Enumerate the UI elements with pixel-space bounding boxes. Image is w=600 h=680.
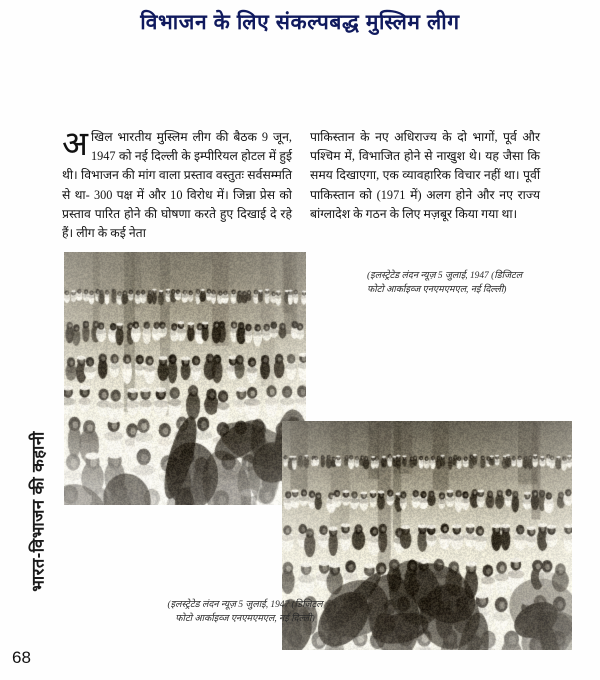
text-column-left [62,128,292,243]
page-number: 68 [12,648,31,667]
body-text [62,128,540,243]
muslim-league-meeting-photo [64,252,306,505]
league-gathering-photo [282,421,572,650]
caption-bottom: (इलस्ट्रेटेड लंदन न्यूज़ 5 जुलाई, 1947 (डिजिटल फोटो आर्काइव्ज एनएमएमएल, नई दिल्ली) [167,600,323,624]
photo-top [64,252,306,505]
drop-cap: अ [62,126,88,163]
running-head-vertical: भारत-विभाजन की कहानी [29,431,48,592]
text-column-right: पाकिस्तान के नए अधिराज्य के दो भागों, पूर्व और पश्चिम में, विभाजित होने से नाखुश थे। यह जैसा कि समय दिखाएगा, एक व्यावहारिक विचार नहीं था। पूर्वी पाकिस्तान को (1971 में) अलग होने और नए राज्य बांग्लादेश के गठन के लिए मज़बूर किया गया था। [310,130,540,221]
page-title: विभाजन के लिए संकल्पबद्ध मुस्लिम लीग [140,11,460,34]
caption-top: (इलस्ट्रेटेड लंदन न्यूज़ 5 जुलाई, 1947 (डिजिटल फोटो आर्काइव्ज एनएमएमएल, नई दिल्ली) [367,271,523,295]
left-column-text: खिल भारतीय मुस्लिम लीग की बैठक 9 जून, 1947 को नई दिल्ली के इम्पीरियल होटल में हुई थी। विभाजन की मांग वाला प्रस्ताव वस्तुतः सर्वसम्मति से था- 300 पक्ष में और 10 विरोध में। जिन्ना प्रेस को प्रस्ताव पारित होने की घोषणा करते हुए दिखाई दे रहे हैं। लीग के कई नेता [62,130,292,241]
photo-bottom [282,421,572,650]
